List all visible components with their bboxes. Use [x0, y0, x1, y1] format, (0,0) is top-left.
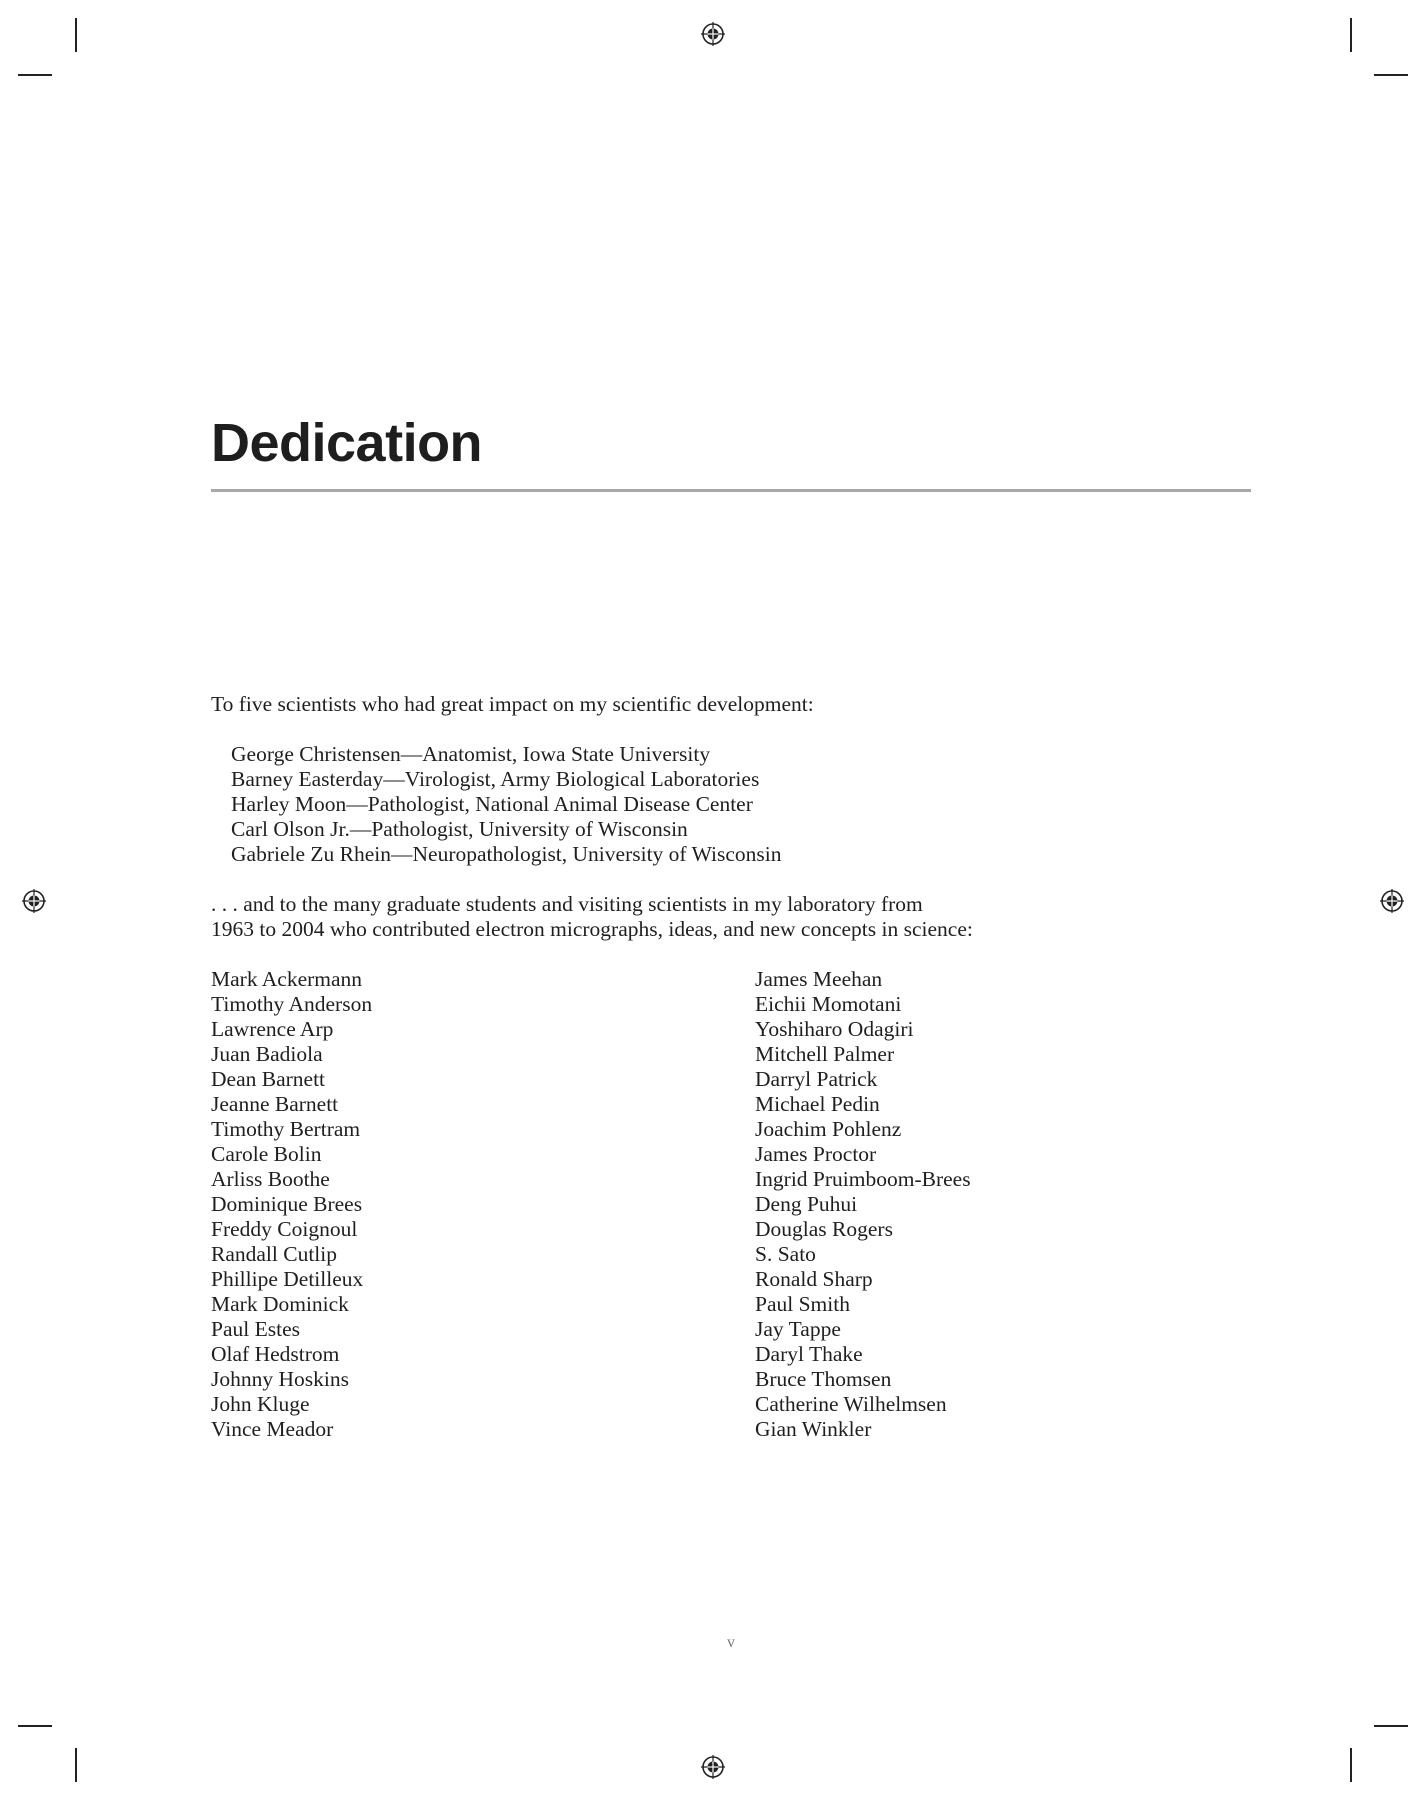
- student-name: Carole Bolin: [211, 1142, 322, 1166]
- student-name: Mark Ackermann: [211, 967, 363, 991]
- students-list-left: [211, 967, 372, 1442]
- student-name: Michael Pedin: [755, 1092, 880, 1116]
- student-name: Joachim Pohlenz: [755, 1117, 902, 1141]
- crop-mark-bottom-left-horizontal: [18, 1725, 52, 1727]
- student-name: Paul Smith: [755, 1292, 850, 1316]
- crop-mark-bottom-left-vertical: [75, 1748, 77, 1782]
- student-name: Darryl Patrick: [755, 1067, 878, 1091]
- dedication-intro: To five scientists who had great impact on my scientific development:: [211, 692, 814, 716]
- students-intro: [211, 892, 1251, 942]
- student-name: Paul Estes: [211, 1317, 300, 1341]
- student-name: Juan Badiola: [211, 1042, 323, 1066]
- page-title: Dedication: [211, 413, 483, 473]
- crop-mark-bottom-right-vertical: [1350, 1748, 1352, 1782]
- student-name: Daryl Thake: [755, 1342, 863, 1366]
- crop-mark-top-left-horizontal: [18, 74, 52, 76]
- student-name: Mitchell Palmer: [755, 1042, 895, 1066]
- student-name: Timothy Anderson: [211, 992, 373, 1016]
- student-name: Dominique Brees: [211, 1192, 363, 1216]
- mentor-item: Harley Moon—Pathologist, National Animal Disease Center: [231, 792, 753, 816]
- student-name: Phillipe Detilleux: [211, 1267, 364, 1291]
- student-name: Timothy Bertram: [211, 1117, 361, 1141]
- title-rule: [211, 489, 1251, 492]
- crop-mark-top-right-vertical: [1350, 18, 1352, 52]
- registration-target-icon: [21, 888, 47, 914]
- student-name: Arliss Boothe: [211, 1167, 330, 1191]
- student-name: Johnny Hoskins: [211, 1367, 349, 1391]
- students-list-right: [755, 967, 971, 1442]
- mentor-list: [231, 742, 781, 867]
- student-name: Bruce Thomsen: [755, 1367, 892, 1391]
- mentor-item: Gabriele Zu Rhein—Neuropathologist, University of Wisconsin: [231, 842, 782, 866]
- registration-target-icon: [700, 1754, 726, 1780]
- student-name: John Kluge: [211, 1392, 310, 1416]
- student-name: S. Sato: [755, 1242, 816, 1266]
- student-name: Jeanne Barnett: [211, 1092, 339, 1116]
- student-name: Eichii Momotani: [755, 992, 902, 1016]
- student-name: Catherine Wilhelmsen: [755, 1392, 947, 1416]
- student-name: Gian Winkler: [755, 1417, 872, 1441]
- student-name: Dean Barnett: [211, 1067, 326, 1091]
- student-name: Randall Cutlip: [211, 1242, 338, 1266]
- student-name: Jay Tappe: [755, 1317, 841, 1341]
- registration-target-icon: [1379, 888, 1405, 914]
- crop-mark-top-right-horizontal: [1374, 74, 1408, 76]
- mentor-item: Carl Olson Jr.—Pathologist, University of Wisconsin: [231, 817, 688, 841]
- students-intro-line: 1963 to 2004 who contributed electron micrographs, ideas, and new concepts in science:: [211, 917, 973, 941]
- students-intro-line: . . . and to the many graduate students and visiting scientists in my laboratory from: [211, 892, 923, 916]
- student-name: Olaf Hedstrom: [211, 1342, 340, 1366]
- student-name: Yoshiharo Odagiri: [755, 1017, 914, 1041]
- student-name: Deng Puhui: [755, 1192, 858, 1216]
- student-name: James Proctor: [755, 1142, 877, 1166]
- mentor-item: Barney Easterday—Virologist, Army Biological Laboratories: [231, 767, 760, 791]
- student-name: Douglas Rogers: [755, 1217, 893, 1241]
- student-name: Vince Meador: [211, 1417, 334, 1441]
- student-name: Ingrid Pruimboom-Brees: [755, 1167, 971, 1191]
- student-name: Ronald Sharp: [755, 1267, 873, 1291]
- mentor-item: George Christensen—Anatomist, Iowa State University: [231, 742, 711, 766]
- crop-mark-bottom-right-horizontal: [1374, 1725, 1408, 1727]
- crop-mark-top-left-vertical: [75, 18, 77, 52]
- student-name: James Meehan: [755, 967, 883, 991]
- student-name: Freddy Coignoul: [211, 1217, 358, 1241]
- student-name: Mark Dominick: [211, 1292, 349, 1316]
- registration-target-icon: [700, 21, 726, 47]
- student-name: Lawrence Arp: [211, 1017, 334, 1041]
- page-number: v: [727, 1634, 735, 1651]
